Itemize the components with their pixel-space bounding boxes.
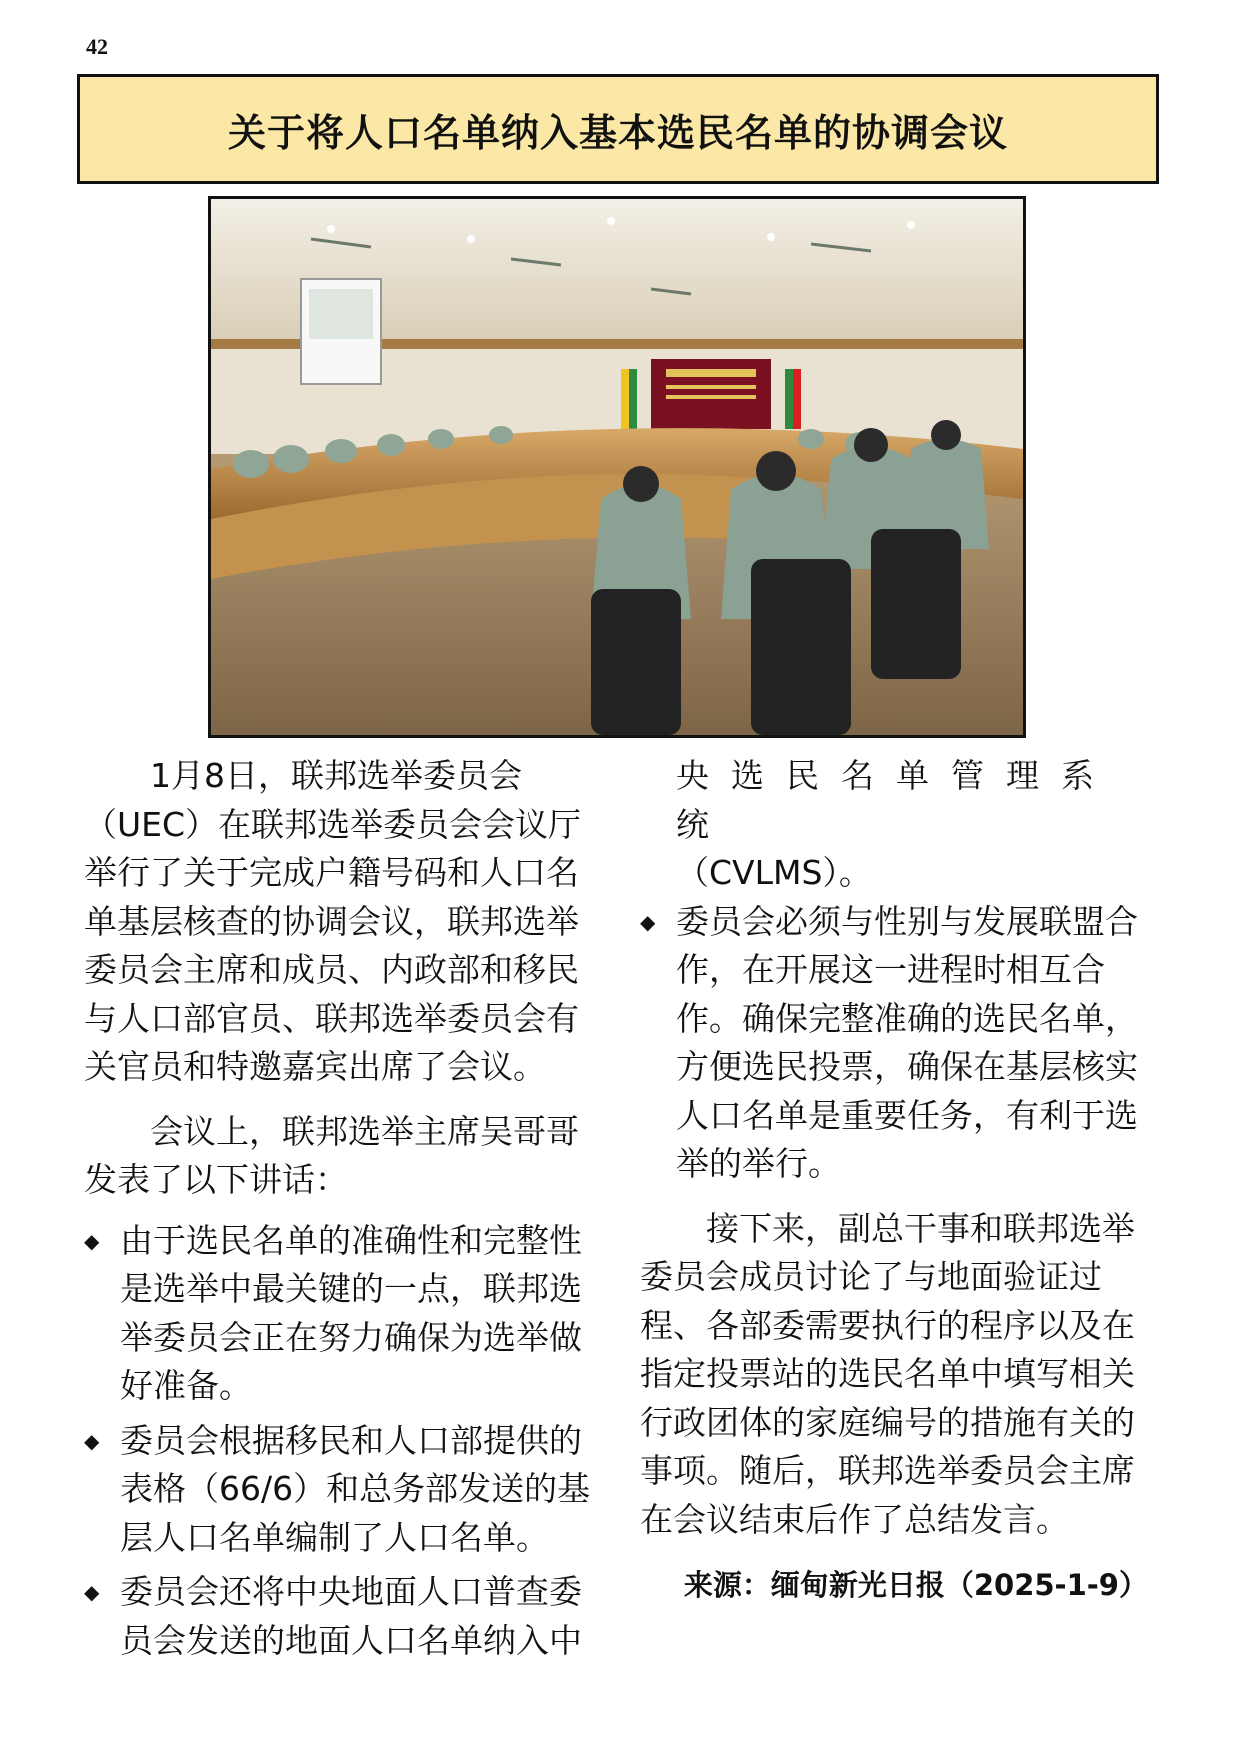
speech-bullet-list [84, 1217, 600, 1666]
intro-paragraph: 1月8日，联邦选举委员会（UEC）在联邦选举委员会会议厅举行了关于完成户籍号码和人口名单基层核查的协调会议，联邦选举委员会主席和成员、内政部和移民与人口部官员、联邦选举委员会有关官员和特邀嘉宾出席了会议。 [84, 756, 582, 1086]
page-number: 42 [86, 34, 108, 59]
speech-intro-paragraph: 会议上，联邦选举主席吴哥哥发表了以下讲话： [84, 1111, 579, 1199]
bullet-item [640, 898, 1156, 1189]
article-title: 关于将人口名单纳入基本选民名单的协调会议 [227, 110, 1008, 155]
source-citation: 来源：缅甸新光日报（2025-1-9） [683, 1568, 1148, 1602]
discussion-paragraph: 接下来，副总干事和联邦选举委员会成员讨论了与地面验证过程、各部委需要执行的程序以及在指定投票站的选民名单中填写相关行政团体的家庭编号的措施有关的事项。随后，联邦选举委员会主席在会议结束后作了总结发言。 [640, 1208, 1135, 1539]
title-banner [77, 74, 1159, 184]
bullet-item [84, 1417, 600, 1563]
diamond-bullet-icon: ◆ [84, 1228, 100, 1253]
diamond-bullet-icon: ◆ [84, 1580, 100, 1604]
bullet-text: 委员会还将中央地面人口普查委员会发送的地面人口名单纳入中 [120, 1572, 582, 1660]
right-column [640, 752, 1156, 1544]
bullet-text: 委员会必须与性别与发展联盟合作，在开展这一进程时相互合作。确保完整准确的选民名单，方便选民投票，确保在基层核实人口名单是重要任务，有利于选举的举行。 [676, 901, 1138, 1183]
bullet-item [84, 1568, 600, 1665]
left-column [84, 752, 600, 1671]
bullet-item [84, 1217, 600, 1411]
meeting-photo [208, 196, 1026, 738]
continued-bullet-line: （CVLMS）。 [676, 853, 872, 892]
meeting-hall-illustration [211, 199, 1023, 735]
continued-bullet-line: 央选民名单管理系统 [676, 756, 1116, 844]
bullet-text: 由于选民名单的准确性和完整性是选举中最关键的一点，联邦选举委员会正在努力确保为选举做好准备。 [120, 1220, 582, 1405]
diamond-bullet-icon: ◆ [84, 1428, 100, 1453]
diamond-bullet-icon: ◆ [640, 909, 656, 934]
bullet-text: 委员会根据移民和人口部提供的表格（66/6）和总务部发送的基层人口名单编制了人口名单。 [120, 1420, 591, 1557]
